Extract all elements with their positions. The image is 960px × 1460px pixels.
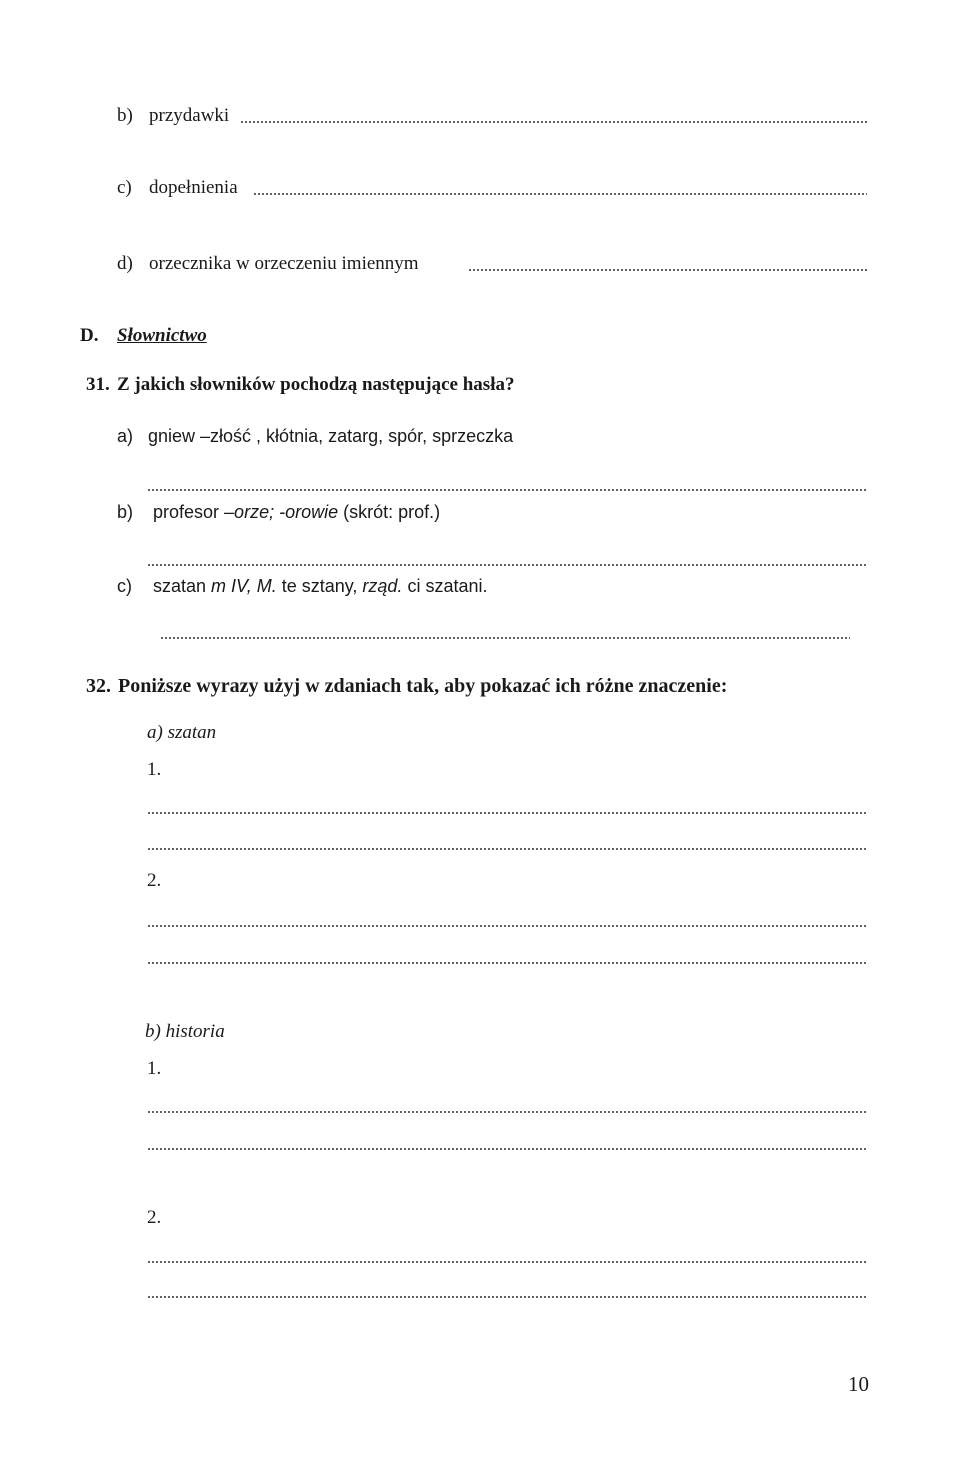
q32-a-number-2: 2.	[147, 870, 162, 891]
q32-a-1-line-1[interactable]	[147, 812, 867, 814]
item-d-answer-line[interactable]	[468, 269, 867, 271]
item-b-label: b)	[117, 105, 133, 126]
q32-b-2-line-2[interactable]	[147, 1296, 867, 1298]
item-d-text: orzecznika w orzeczeniu imiennym	[149, 253, 419, 274]
q31-c-text	[153, 574, 488, 598]
q31-number: 31.	[86, 374, 110, 395]
q32-a-number-1: 1.	[147, 759, 162, 780]
q31-c-answer-line[interactable]	[160, 637, 850, 639]
section-letter: D.	[80, 325, 99, 346]
q31-b-part2: –orze; -orowie	[224, 502, 339, 522]
item-c-label: c)	[117, 177, 132, 198]
q31-a-text: gniew –złość , kłótnia, zatarg, spór, sprzeczka	[148, 426, 514, 446]
q32-a-1-line-2[interactable]	[147, 848, 867, 850]
q31-c-part4: rząd.	[362, 576, 403, 596]
item-c-text: dopełnienia	[149, 177, 238, 198]
q31-c-part3: te sztany,	[276, 576, 363, 596]
item-b-answer-line[interactable]	[240, 121, 867, 123]
q32-b-2-line-1[interactable]	[147, 1261, 867, 1263]
item-d-label: d)	[117, 253, 133, 274]
q31-b-text	[153, 500, 440, 524]
q31-a-answer-line[interactable]	[147, 489, 867, 491]
q31-a-label: a)	[117, 426, 134, 446]
q32-number: 32.	[86, 675, 111, 697]
q32-text: Poniższe wyrazy użyj w zdaniach tak, aby pokazać ich różne znaczenie:	[118, 675, 728, 697]
q32-b-label: b) historia	[145, 1021, 225, 1042]
q31-b-part1: profesor	[153, 502, 225, 522]
q32-a-2-line-2[interactable]	[147, 962, 867, 964]
q32-b-1-line-1[interactable]	[147, 1111, 867, 1113]
q31-b-part3: (skrót: prof.)	[338, 502, 441, 522]
q31-b-answer-line[interactable]	[147, 564, 867, 566]
section-title: Słownictwo	[117, 325, 207, 346]
q32-b-1-line-2[interactable]	[147, 1148, 867, 1150]
q32-a-2-line-1[interactable]	[147, 925, 867, 927]
q31-c-part5: ci szatani.	[402, 576, 488, 596]
page-number: 10	[848, 1372, 869, 1396]
q32-b-number-1: 1.	[147, 1058, 162, 1079]
q32-b-number-2: 2.	[147, 1207, 162, 1228]
q31-c-part2: m IV, M.	[211, 576, 277, 596]
q32-a-label: a) szatan	[147, 722, 217, 743]
q31-c-part1: szatan	[153, 576, 212, 596]
q31-b-label: b)	[117, 502, 134, 522]
q31-text: Z jakich słowników pochodzą następujące hasła?	[117, 374, 515, 395]
item-c-answer-line[interactable]	[253, 193, 867, 195]
item-b-text: przydawki	[149, 105, 230, 126]
q31-c-label: c)	[117, 576, 132, 596]
